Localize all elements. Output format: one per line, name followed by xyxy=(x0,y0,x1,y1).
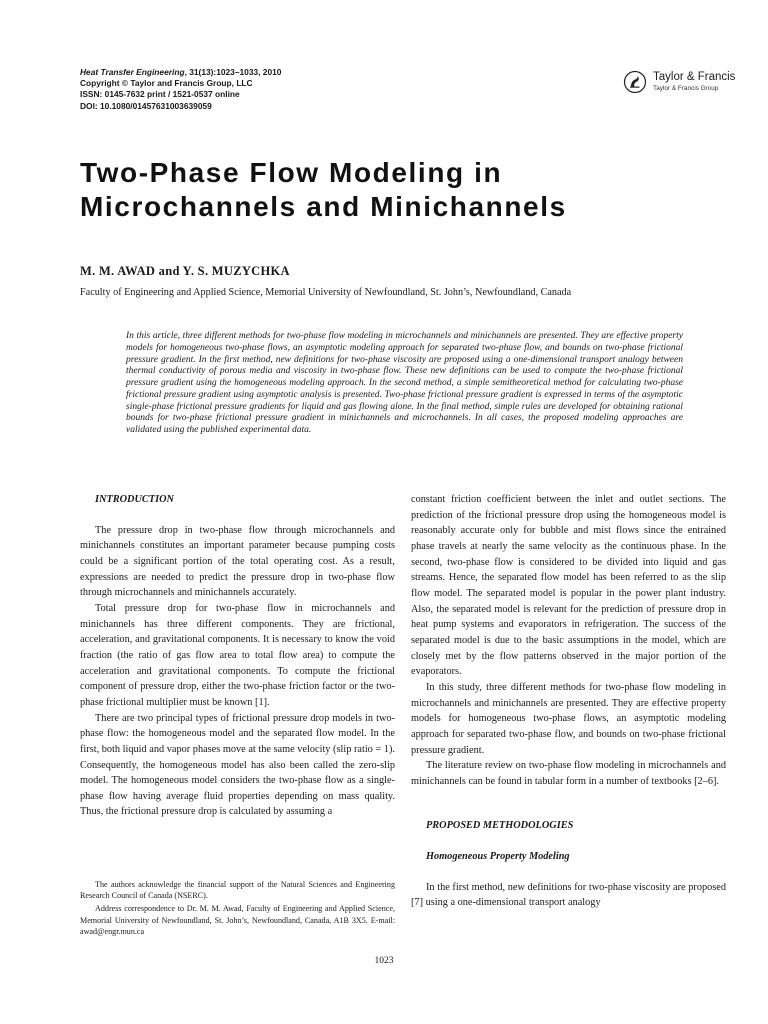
paragraph: The pressure drop in two-phase flow through microchannels and minichannels constitutes an important parameter because pumping costs could be a significant portion of the total operating cost. As a result, expressions are needed to predict the pressure drop in two-phase flow through microchannels and minichannels accurately. xyxy=(80,524,395,599)
article-title: Two-Phase Flow Modeling in Microchannels and Minichannels xyxy=(80,157,567,222)
publisher-group: Taylor & Francis Group xyxy=(653,85,719,92)
author-affiliation: Faculty of Engineering and Applied Science, Memorial University of Newfoundland, St. John’s, Newfoundland, Canada xyxy=(80,287,572,298)
subsection-heading: Homogeneous Property Modeling xyxy=(426,851,570,863)
right-column xyxy=(411,492,726,911)
copyright-line: Copyright © Taylor and Francis Group, LLC xyxy=(80,78,253,89)
publisher-name: Taylor & Francis xyxy=(653,71,736,83)
journal-header xyxy=(80,67,281,112)
publisher-emblem-icon xyxy=(623,70,647,94)
paragraph: There are two principal types of frictional pressure drop models in two-phase flow: the homogeneous model and the separated flow model. In the first, both liquid and vapor phases move at the same velocity (slip ratio = 1). Consequently, the homogeneous model has also been called the zero-slip model. The homogeneous model considers the two-phase flow as a single-phase flow having average fluid properties depending on mass quality. Thus, the frictional pressure drop is calculated by assuming a xyxy=(80,712,395,818)
section-spacer xyxy=(411,865,726,880)
journal-citation-line xyxy=(80,67,281,78)
paragraph: The literature review on two-phase flow modeling in microchannels and minichannels can be found in tabular form in a number of textbooks [2–6]. xyxy=(411,760,726,787)
heading-spacer xyxy=(80,508,395,523)
paragraph: constant friction coefficient between the inlet and outlet sections. The prediction of the frictional pressure drop using the homogeneous model is reasonably accurate only for bubble and mist flows since the entrained phase travels at nearly the same velocity as the continuous phase. In the second, two-phase flow is considered to be divided into liquid and gas streams. Hence, the separated flow model has been referred to as the slip flow model. The separated model is popular in the power plant industry. Also, the separated model is relevant for the prediction of pressure drop in heat pump systems and evaporators in refrigeration. The success of the separated model is due to the basic assumptions in the model, which are closely met by the flow patterns observed in the major portion of the evaporators. xyxy=(411,494,726,678)
publisher-logo xyxy=(623,70,743,96)
section-spacer xyxy=(411,789,726,818)
page-number: 1023 xyxy=(374,956,394,966)
author-list: M. M. AWAD and Y. S. MUZYCHKA xyxy=(80,264,290,278)
paragraph: In this study, three different methods for two-phase flow modeling in microchannels and minichannels are presented. They are effective property models for homogeneous two-phase flows, an asymptotic modeling approach for separated two-phase flow, and bounds on two-phase frictional pressure gradient. xyxy=(411,681,726,756)
section-spacer xyxy=(411,834,726,849)
left-column xyxy=(80,492,395,820)
issn-line: ISSN: 0145-7632 print / 1521-0537 online xyxy=(80,89,240,100)
section-heading: PROPOSED METHODOLOGIES xyxy=(426,820,574,832)
footnotes xyxy=(80,879,395,939)
introduction-heading: INTRODUCTION xyxy=(95,494,174,505)
journal-name: Heat Transfer Engineering xyxy=(80,67,185,77)
correspondence-footnote: Address correspondence to Dr. M. M. Awad, Faculty of Engineering and Applied Science, Memorial University of Newfoundland, St. John’s, Newfoundland, Canada, A1B 3X5. E-mail: awad@engr.mun.ca xyxy=(80,904,395,936)
abstract: In this article, three different methods for two-phase flow modeling in microchannels and minichannels are presented. They are effective property models for homogeneous two-phase flows, an asymptotic modeling approach for separated two-phase flow, and bounds on two-phase frictional pressure gradient. In the first method, new definitions for two-phase viscosity are proposed using a one-dimensional transport analogy between thermal conductivity of porous media and viscosity in two-phase flow. These new definitions can be used to compute the two-phase frictional pressure gradient using the homogeneous modeling approach. In the second method, a simple semitheoretical method for calculating two-phase frictional pressure gradient using asymptotic analysis is presented. Two-phase frictional pressure gradient is expressed in terms of the asymptotic single-phase frictional pressure gradients for liquid and gas flowing alone. In the final method, simple rules are developed for obtaining rational bounds for two-phase frictional pressure gradient in minichannels and microchannels. In all cases, the proposed modeling approaches are validated using the published experimental data. xyxy=(126,331,683,435)
acknowledgement-footnote: The authors acknowledge the financial support of the Natural Sciences and Engineering Research Council of Canada (NSERC). xyxy=(80,880,395,901)
journal-volume-pages: , 31(13):1023–1033, 2010 xyxy=(184,67,282,77)
paragraph: Total pressure drop for two-phase flow in microchannels and minichannels has three different components. They are frictional, acceleration, and gravitational components. It is necessary to know the void fraction (the ratio of gas flow area to total flow area) to compute the acceleration and gravitational components. To compute the frictional component of pressure drop, either the two-phase friction factor or the two-phase frictional multiplier must be known [1]. xyxy=(80,602,395,708)
doi-line: DOI: 10.1080/01457631003639059 xyxy=(80,100,212,111)
paragraph: In the first method, new definitions for two-phase viscosity are proposed [7] using a one-dimensional transport analogy xyxy=(411,881,726,909)
